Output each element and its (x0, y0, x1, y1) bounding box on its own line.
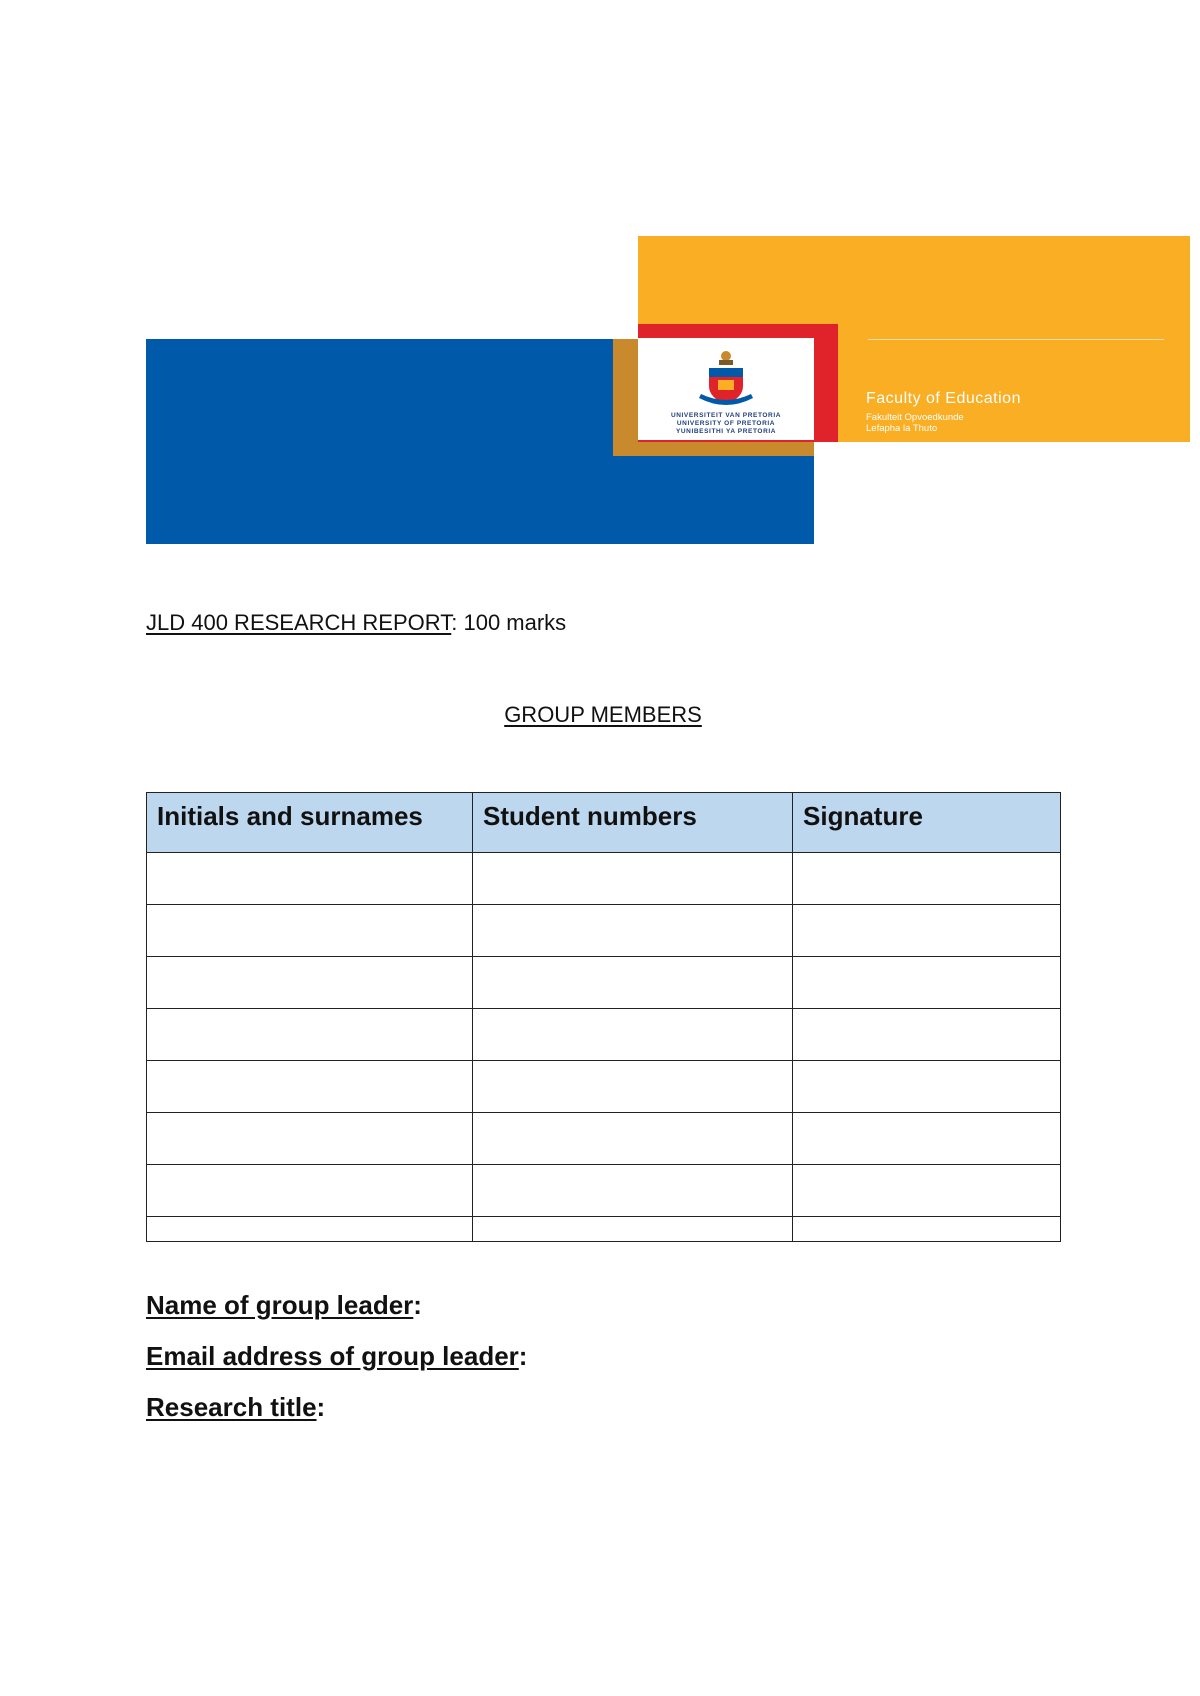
table-row (147, 957, 1061, 1009)
colon: : (518, 1341, 528, 1371)
cell-signature[interactable] (793, 957, 1061, 1009)
cell-student-number[interactable] (473, 905, 793, 957)
cell-student-number[interactable] (473, 957, 793, 1009)
header-student-numbers: Student numbers (473, 793, 793, 853)
logo-text (638, 412, 814, 436)
faculty-title: Faculty of Education (866, 390, 1021, 407)
table-row (147, 905, 1061, 957)
cell-student-number[interactable] (473, 1009, 793, 1061)
table-row (147, 1165, 1061, 1217)
research-title-label: Research title (146, 1392, 317, 1422)
group-members-title (0, 702, 1200, 728)
group-leader-email-label: Email address of group leader (146, 1341, 519, 1371)
logo-line-2: UNIVERSITY OF PRETORIA (676, 420, 776, 427)
logo-line-3: YUNIBESITHI YA PRETORIA (675, 428, 777, 435)
group-leader-email-field (146, 1341, 527, 1372)
colon: : (413, 1290, 422, 1320)
group-leader-name-field (146, 1290, 422, 1321)
university-logo (638, 338, 814, 440)
colon: : (316, 1392, 326, 1422)
cell-name[interactable] (147, 1061, 473, 1113)
cell-signature[interactable] (793, 853, 1061, 905)
table-header-row (147, 793, 1061, 853)
cell-signature[interactable] (793, 1113, 1061, 1165)
faculty-divider (868, 339, 1164, 340)
cell-name[interactable] (147, 1165, 473, 1217)
cell-name[interactable] (147, 957, 473, 1009)
cell-name[interactable] (147, 905, 473, 957)
header-signature: Signature (793, 793, 1061, 853)
university-crest-icon (691, 348, 761, 410)
table-row (147, 853, 1061, 905)
faculty-subtitle-sepedi: Lefapha la Thuto (866, 423, 938, 434)
cell-student-number[interactable] (473, 1061, 793, 1113)
cell-signature[interactable] (793, 905, 1061, 957)
header-initials-surnames: Initials and surnames (147, 793, 473, 853)
faculty-subtitle-afrikaans: Fakulteit Opvoedkunde (866, 412, 964, 423)
cell-name[interactable] (147, 1217, 473, 1242)
report-heading (146, 610, 566, 636)
cell-student-number[interactable] (473, 1217, 793, 1242)
cell-signature[interactable] (793, 1217, 1061, 1242)
cell-signature[interactable] (793, 1061, 1061, 1113)
cell-student-number[interactable] (473, 853, 793, 905)
group-members-table (146, 792, 1061, 1242)
report-title: JLD 400 RESEARCH REPORT (146, 610, 452, 635)
logo-line-1: UNIVERSITEIT VAN PRETORIA (670, 412, 782, 419)
cell-student-number[interactable] (473, 1165, 793, 1217)
report-marks: : 100 marks (451, 610, 567, 635)
cell-name[interactable] (147, 1113, 473, 1165)
cell-name[interactable] (147, 1009, 473, 1061)
table-row (147, 1217, 1061, 1242)
cell-student-number[interactable] (473, 1113, 793, 1165)
cell-name[interactable] (147, 853, 473, 905)
table-row (147, 1113, 1061, 1165)
table-row (147, 1009, 1061, 1061)
cell-signature[interactable] (793, 1009, 1061, 1061)
group-members-label: GROUP MEMBERS (504, 702, 702, 727)
group-leader-name-label: Name of group leader (146, 1290, 414, 1320)
research-title-field (146, 1392, 325, 1423)
cell-signature[interactable] (793, 1165, 1061, 1217)
table-row (147, 1061, 1061, 1113)
